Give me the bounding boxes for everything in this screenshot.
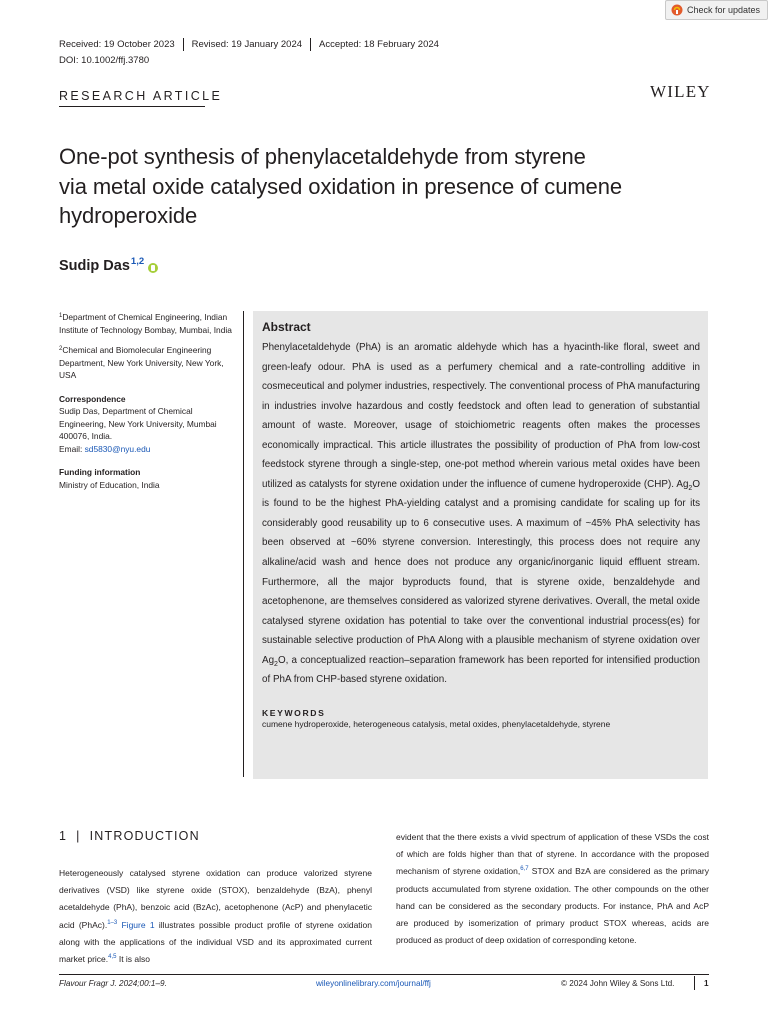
abstract-text-part: O is found to be the highest PhA-yielding catalyst and a promising candidate for scaling up for its considerably good reusability up to 6 consecutive uses. A maximum of ~45% PhA selectivity has been observed at ~60% styrene conversion. Interestingly, this process does not require any alkaline/acid wash and hence does not produce any organic/inorganic liquid effluent stream. Furthermore, all the major byproducts found, that is styrene oxide, benzaldehyde and acetophenone, are themselves considered as valorized styrene derivatives. Overall, the metal oxide catalysed styrene oxidation has potential to take over the conventional industrial process(es) for sustainable selective production of PhA Along with a plausible mechanism of styrene oxidation over Ag <box>262 478 700 666</box>
abstract-box <box>253 311 708 779</box>
affiliation-text: Chemical and Biomolecular Engineering Department, New York University, New York, USA <box>59 345 224 380</box>
body-text: Heterogeneously catalysed styrene oxidation can produce valorized styrene derivatives (VSD) like styrene oxide (STOX), benzaldehyde (BzA), phenyl acetaldehyde (PhA), benzoic acid (BzAc), acetophenone (AcP) and phenylacetic acid (PhAc). <box>59 868 372 930</box>
footer-divider <box>694 976 695 990</box>
date-divider <box>183 38 184 51</box>
check-for-updates-label: Check for updates <box>687 5 761 15</box>
author <box>59 258 158 274</box>
intro-column-2 <box>396 829 709 949</box>
author-affiliation-marks[interactable]: 1,2 <box>130 256 145 267</box>
sidebar-divider <box>243 311 244 777</box>
copyright: © 2024 John Wiley & Sons Ltd. <box>561 979 675 988</box>
abstract-heading: Abstract <box>262 320 311 334</box>
section-heading <box>59 829 200 843</box>
affiliation-text: Department of Chemical Engineering, Indian Institute of Technology Bombay, Mumbai, India <box>59 312 232 335</box>
author-name[interactable]: Sudip Das <box>59 258 130 274</box>
affiliation-mark: 2 <box>59 346 63 352</box>
publisher-logo: WILEY <box>650 82 711 101</box>
correspondence-heading: Correspondence <box>59 393 126 404</box>
figure-link[interactable]: Figure 1 <box>121 919 155 930</box>
received-date: Received: 19 October 2023 <box>59 38 175 50</box>
check-updates-icon <box>671 4 683 16</box>
affiliation-1 <box>59 311 234 336</box>
date-divider <box>310 38 311 51</box>
abstract-text-part: O, a conceptualized reaction–separation framework has been reported for intensified production of PhA from CHP-based styrene oxidation. <box>262 654 700 686</box>
journal-url-link[interactable]: wileyonlinelibrary.com/journal/ffj <box>316 979 431 988</box>
section-number: 1 <box>59 829 68 843</box>
sidebar <box>59 311 234 499</box>
affiliation-2 <box>59 344 234 382</box>
title-line: One-pot synthesis of phenylacetaldehyde from styrene <box>59 144 586 169</box>
article-type-underline <box>59 106 205 107</box>
citation[interactable]: 4,5 <box>108 954 117 961</box>
footer-rule <box>59 974 709 975</box>
section-separator: | <box>76 829 81 843</box>
funding-text: Ministry of Education, India <box>59 479 160 490</box>
title-line: via metal oxide catalysed oxidation in presence of cumene <box>59 173 622 199</box>
section-title: INTRODUCTION <box>89 829 200 843</box>
abstract-text <box>262 338 700 690</box>
subscript: 2 <box>688 484 693 492</box>
body-text: evident that the there exists a vivid spectrum of application of these VSDs the cost of which are folds higher than that of styrene. In accordance with the proposed mechanism of styrene oxidation, <box>396 832 709 877</box>
keywords: cumene hydroperoxide, heterogeneous catalysis, metal oxides, phenylacetaldehyde, styrene <box>262 718 611 729</box>
correspondence-email <box>59 443 234 456</box>
affiliation-mark: 1 <box>59 313 63 319</box>
page-number: 1 <box>704 979 709 988</box>
body-text: illustrates possible product profile of styrene oxidation along with the applications of the individual VSD and its approximated current market price. <box>59 919 372 965</box>
keywords-heading: KEYWORDS <box>262 707 326 718</box>
article-dates <box>59 37 439 51</box>
body-text: It is also <box>116 954 151 965</box>
title-line: hydroperoxide <box>59 203 198 228</box>
accepted-date: Accepted: 18 February 2024 <box>319 38 439 50</box>
doi[interactable]: DOI: 10.1002/ffj.3780 <box>59 55 150 66</box>
correspondence-text: Sudip Das, Department of Chemical Engineering, New York University, Mumbai 400076, India. <box>59 406 217 441</box>
citation[interactable]: 1–3 <box>107 919 118 926</box>
orcid-icon[interactable] <box>148 263 158 273</box>
funding-heading: Funding information <box>59 467 141 477</box>
intro-column-1 <box>59 865 372 968</box>
body-text: STOX and BzA are considered as the primary products accumulated from styrene oxidation. The other compounds on the other hand can be considered as the secondary products. For instance, PhA and AcP are produced by isomerization of primary product STOX whereas, acids are produced as product of deep oxidation of corresponding ketone. <box>396 866 709 946</box>
citation[interactable]: 6,7 <box>520 866 529 873</box>
abstract-text-part: Phenylacetaldehyde (PhA) is an aromatic aldehyde which has a hyacinth-like floral, sweet and green-leafy odour. PhA is used as a perfumery chemical and a rate-controlling additive in cosmeceutical and polymer industries, respectively. The conventional process of PhA manufacturing in industries involve hazardous and costly feedstock and often lead to generation of substantial amount of waste. Moreover, usage of stoichiometric reagents often makes the processes economically impractical. This article illustrates the possibility of production of PhA from low-cost feedstock styrene through a single-step, one-pot method wherein various metal oxides have been utilized as catalysts for styrene oxidation under the influence of cumene hydroperoxide (CHP). Ag <box>262 342 700 490</box>
article-title <box>59 142 699 231</box>
email-link[interactable]: sd5830@nyu.edu <box>84 443 151 454</box>
article-type: RESEARCH ARTICLE <box>59 89 223 103</box>
revised-date: Revised: 19 January 2024 <box>191 38 303 50</box>
journal-citation: Flavour Fragr J. 2024;00:1–9. <box>59 979 167 988</box>
email-label: Email: <box>59 443 85 454</box>
subscript: 2 <box>274 660 278 668</box>
check-for-updates-button[interactable] <box>665 0 768 20</box>
